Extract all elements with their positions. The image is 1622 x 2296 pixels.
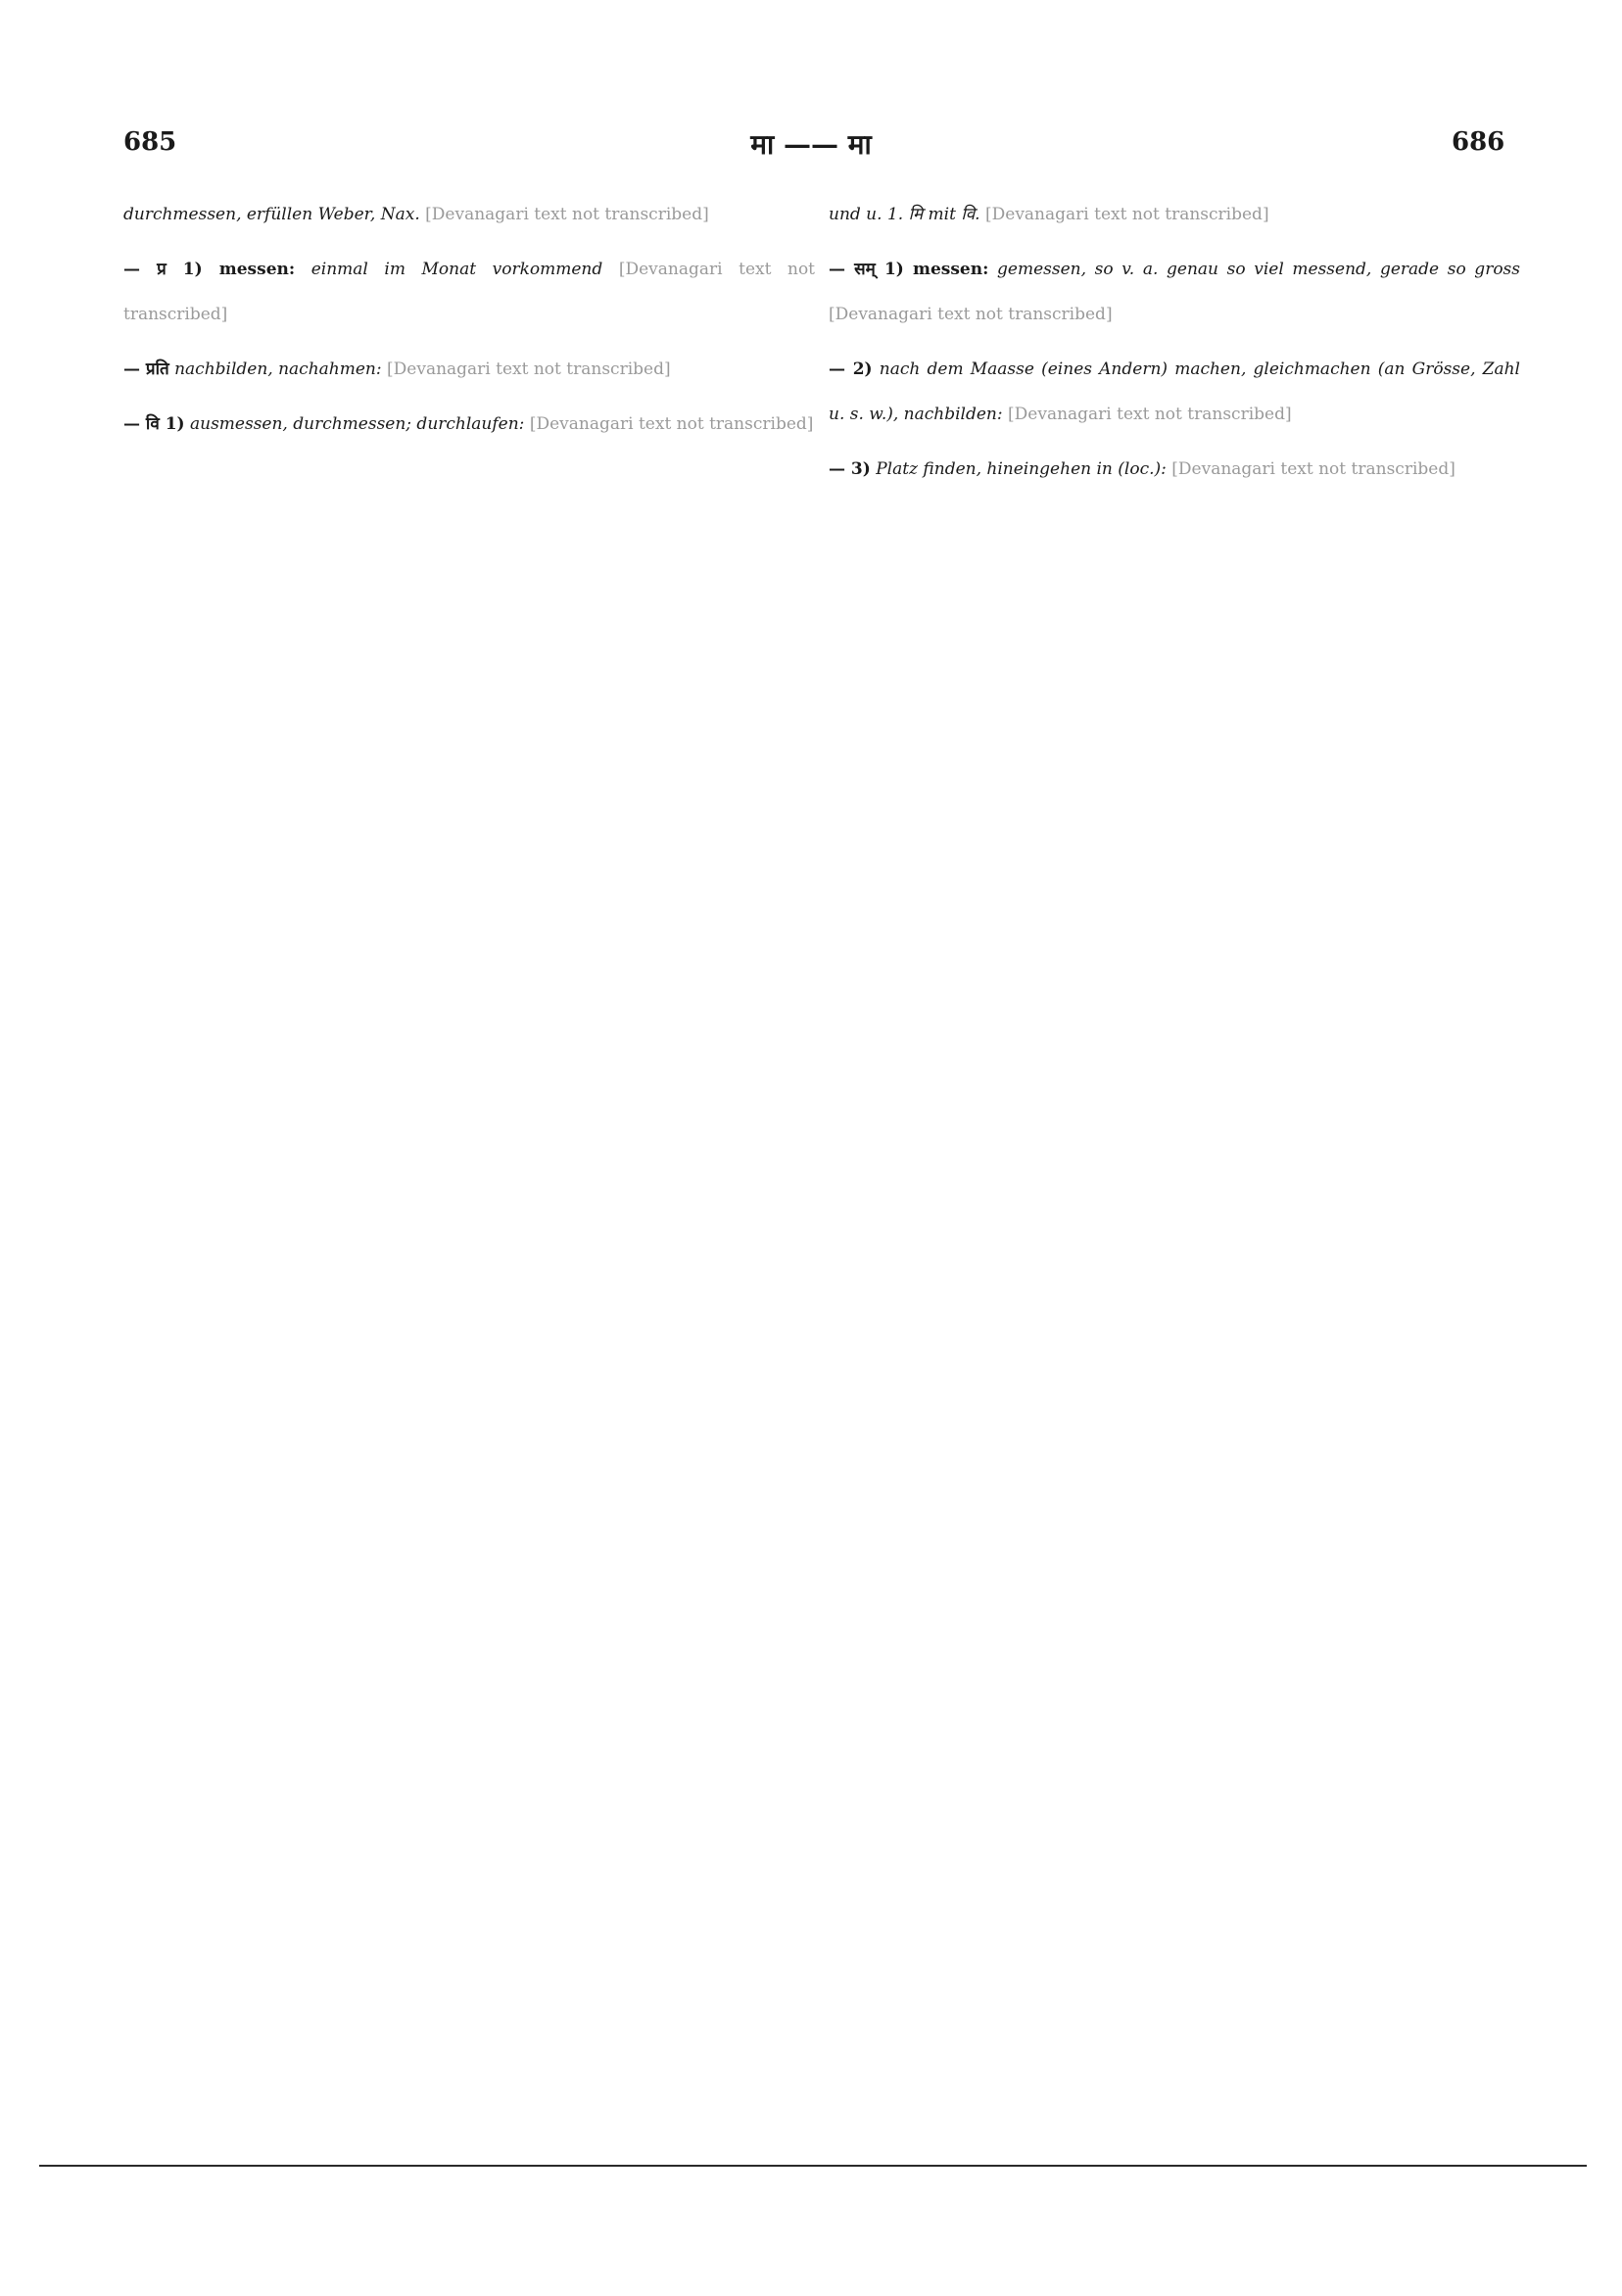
- entry-head: — प्र 1) messen:: [123, 260, 296, 279]
- entry-gloss: Platz finden, hineingehen in (loc.):: [876, 459, 1167, 479]
- entry-elided-note: [Devanagari text not transcribed]: [985, 205, 1269, 224]
- entry-gloss: gemessen, so v. a. genau so viel messend, gerade so gross: [997, 260, 1520, 279]
- right-column: [829, 192, 1520, 502]
- dictionary-entry: [829, 247, 1520, 337]
- dictionary-entry: [123, 402, 815, 447]
- page-number-left: 685: [123, 127, 177, 157]
- entry-gloss: ausmessen, durchmessen; durchlaufen:: [189, 414, 525, 434]
- dictionary-entry: [123, 347, 815, 392]
- dictionary-entry: [829, 347, 1520, 437]
- entry-head: — सम् 1) messen:: [829, 260, 989, 279]
- entry-head: — 2): [829, 359, 873, 379]
- dictionary-entry: [829, 192, 1520, 237]
- dictionary-entry: [123, 247, 815, 337]
- entry-elided-note: [Devanagari text not transcribed]: [529, 414, 814, 434]
- dictionary-entry: [829, 447, 1520, 492]
- entry-gloss: einmal im Monat vorkommend: [310, 260, 603, 279]
- dictionary-entry: [123, 192, 815, 237]
- entry-elided-note: [Devanagari text not transcribed]: [1171, 459, 1455, 479]
- entry-head: — 3): [829, 459, 871, 479]
- entry-gloss: nach dem Maasse (eines Andern) machen, gleichmachen (an Grösse, Zahl u. s. w.), nachbilden:: [829, 359, 1520, 424]
- entry-gloss: nachbilden, nachahmen:: [174, 359, 382, 379]
- entry-gloss: und u. 1. मि mit वि.: [829, 205, 980, 224]
- footer-rule: [39, 2165, 1587, 2167]
- entry-elided-note: [Devanagari text not transcribed]: [387, 359, 671, 379]
- entry-elided-note: [Devanagari text not transcribed]: [1008, 405, 1292, 424]
- left-column: [123, 192, 815, 456]
- entry-head: — प्रति: [123, 359, 169, 379]
- entry-elided-note: [Devanagari text not transcribed]: [829, 305, 1113, 324]
- entry-elided-note: [Devanagari text not transcribed]: [425, 205, 709, 224]
- entry-gloss: durchmessen, erfüllen Weber, Nax.: [123, 205, 420, 224]
- running-head: मा —— मा: [750, 128, 872, 161]
- entry-head: — वि 1): [123, 414, 185, 434]
- entry-elided-note: [Devanagari text not transcribed]: [123, 260, 816, 324]
- page-number-right: 686: [1452, 127, 1505, 157]
